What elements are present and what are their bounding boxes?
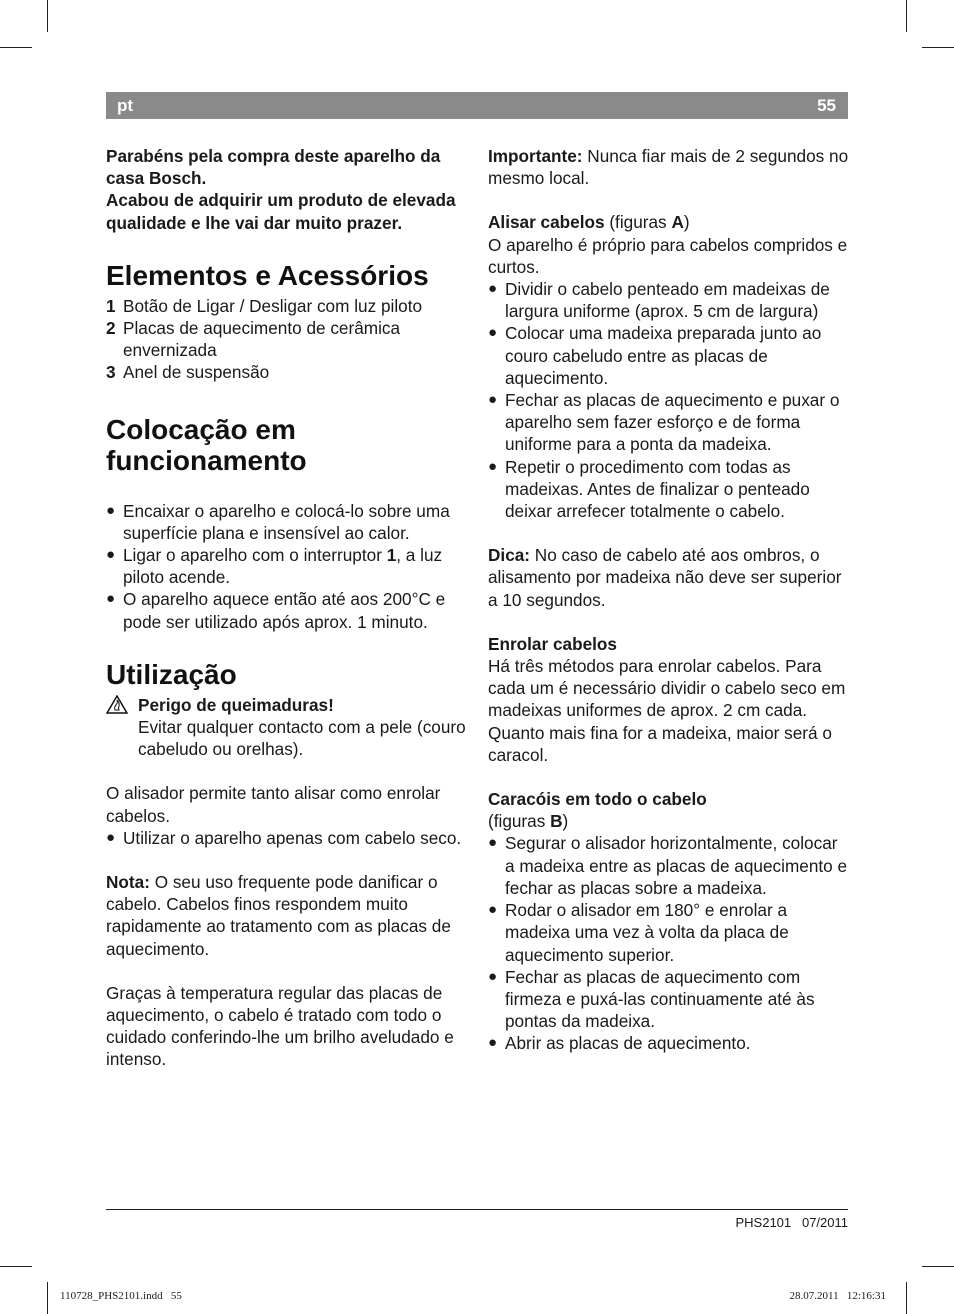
right-column [488,145,850,1055]
bullet-icon: ● [106,501,116,519]
list-item [106,827,468,849]
list-item [488,278,850,322]
section-heading: Elementos e Acessórios [106,259,429,291]
intro-line: Acabou de adquirir um produto de elevada qualidade e lhe vai dar muito prazer. [106,190,456,233]
section-heading: Utilização [106,658,237,690]
list-item [488,832,850,899]
text-part: ) [683,212,690,233]
bullet-icon: ● [106,590,116,608]
item-number: 3 [106,362,116,383]
paragraph: Graças à temperatura regular das placas de aquecimento, o cabelo é tratado com todo o cuidado conferindo-lhe um brilho aveludado e intenso. [106,982,454,1070]
text-part: Ligar o aparelho com o interruptor [123,545,387,566]
crop-mark [47,1282,48,1314]
warning-text: Evitar qualquer contacto com a pele (couro cabeludo ou orelhas). [138,717,466,760]
item-text: Botão de Ligar / Desligar com luz piloto [123,295,423,316]
setup-bullets [106,500,468,633]
item-text: Repetir o procedimento com todas as madeixas. Antes de finalizar o penteado deixar arrefecer totalmente o cabelo. [505,456,810,522]
item-number: 1 [106,295,116,316]
bullet-icon: ● [488,967,498,985]
list-item [488,456,850,523]
subheading [488,211,850,233]
note-label: Nota: [106,872,150,893]
bullet-icon: ● [488,324,498,342]
warning-block [106,694,468,761]
subheading-title: Alisar cabelos [488,212,605,233]
list-item [488,1032,850,1054]
note-paragraph [106,871,468,960]
warning-title: Perigo de queimaduras! [138,694,334,715]
crop-mark [47,0,48,32]
list-item [488,899,850,966]
item-text: Anel de suspensão [123,362,270,383]
item-text: Segurar o alisador horizontalmente, colocar a madeixa entre as placas de aquecimento e fechar as placas sobre a madeixa. [505,833,848,898]
tip-text: No caso de cabelo até aos ombros, o alisamento por madeixa não deve ser superior a 10 segundos. [488,545,842,610]
item-text: O aparelho aquece então até aos 200°C e pode ser utilizado após aprox. 1 minuto. [123,589,446,632]
list-item [106,295,468,317]
footer-model-date: PHS2101 07/2011 [735,1215,848,1230]
item-text: Utilizar o aparelho apenas com cabelo seco. [123,827,462,848]
list-item [106,544,468,588]
paragraph: O aparelho é próprio para cabelos compridos e curtos. [488,234,848,277]
bullet-icon: ● [106,828,116,846]
crop-mark [922,47,954,48]
bold-ref: 1 [386,545,397,566]
item-text: Placas de aquecimento de cerâmica envernizada [123,318,401,361]
item-text: Fechar as placas de aquecimento e puxar o aparelho sem fazer esforço e de forma uniforme para a ponta da madeixa. [505,390,840,455]
page-number: 55 [817,96,836,115]
important-label: Importante: [488,146,583,166]
item-text: Dividir o cabelo penteado em madeixas de largura uniforme (aprox. 5 cm de largura) [505,279,830,322]
parts-list [106,295,468,384]
language-code: pt [117,96,134,115]
warning-icon [106,694,138,761]
bullet-icon: ● [488,391,498,409]
list-item [488,389,850,456]
subheading: Enrolar cabelos [488,633,617,654]
crop-mark [922,1266,954,1267]
figure-ref: A [671,212,684,233]
subheading: Caracóis em todo o cabelo [488,789,707,810]
item-number: 2 [106,318,116,339]
intro [106,145,468,234]
important-text: Nunca fiar mais de 2 segundos no mesmo local. [488,146,849,189]
footer-divider [106,1209,848,1210]
item-text [123,544,468,588]
tip-paragraph [488,544,850,611]
slug-file: 110728_PHS2101.indd 55 [60,1290,182,1302]
list-item [106,500,468,544]
bullet-icon: ● [488,280,498,298]
section-heading: Colocação em funcionamento [106,413,307,476]
list-item [106,361,468,383]
slug-date: 28.07.2011 12:16:31 [789,1290,886,1302]
item-text: Colocar uma madeixa preparada junto ao couro cabeludo entre as placas de aquecimento. [505,323,822,388]
list-item [488,966,850,1033]
list-item [106,588,468,632]
paragraph: Há três métodos para enrolar cabelos. Para cada um é necessário dividir o cabelo seco em madeixas uniformes de aprox. 2 cm cada. Quanto mais fina for a madeixa, maior será o caracol. [488,656,846,765]
crop-mark [0,1266,32,1267]
text-part: ) [562,811,569,832]
text-part: , a luz piloto acende. [123,545,443,588]
left-column [106,145,468,1071]
intro-line: Parabéns pela compra deste aparelho da casa Bosch. [106,146,441,189]
bullet-icon: ● [488,901,498,919]
important-paragraph [488,145,850,189]
curls-bullets [488,832,850,1054]
item-text: Encaixar o aparelho e colocá-lo sobre uma superfície plana e insensível ao calor. [123,500,450,543]
figure-ref: B [550,811,563,832]
tip-label: Dica: [488,545,531,566]
crop-mark [0,47,32,48]
crop-mark [906,0,907,32]
note-text: O seu uso frequente pode danificar o cabelo. Cabelos finos respondem muito rapidamente ao tratamento com as placas de aquecimento. [106,872,451,959]
paragraph: O alisador permite tanto alisar como enrolar cabelos. [106,783,441,826]
item-text: Abrir as placas de aquecimento. [505,1033,751,1054]
figure-reference [488,810,850,832]
bullet-icon: ● [106,546,116,564]
straighten-bullets [488,278,850,522]
item-text: Fechar as placas de aquecimento com firmeza e puxá-las continuamente até às pontas da madeixa. [505,966,815,1032]
list-item [106,317,468,361]
page-header [106,92,848,119]
list-item [488,322,850,389]
text-part: (figuras [488,811,551,832]
crop-mark [906,1282,907,1314]
bullet-icon: ● [488,457,498,475]
item-text: Rodar o alisador em 180° e enrolar a madeixa uma vez à volta da placa de aquecimento superior. [505,900,789,965]
text-part: (figuras [604,212,672,233]
warning-content [138,694,468,761]
bullet-icon: ● [488,834,498,852]
bullet-icon: ● [488,1034,498,1052]
